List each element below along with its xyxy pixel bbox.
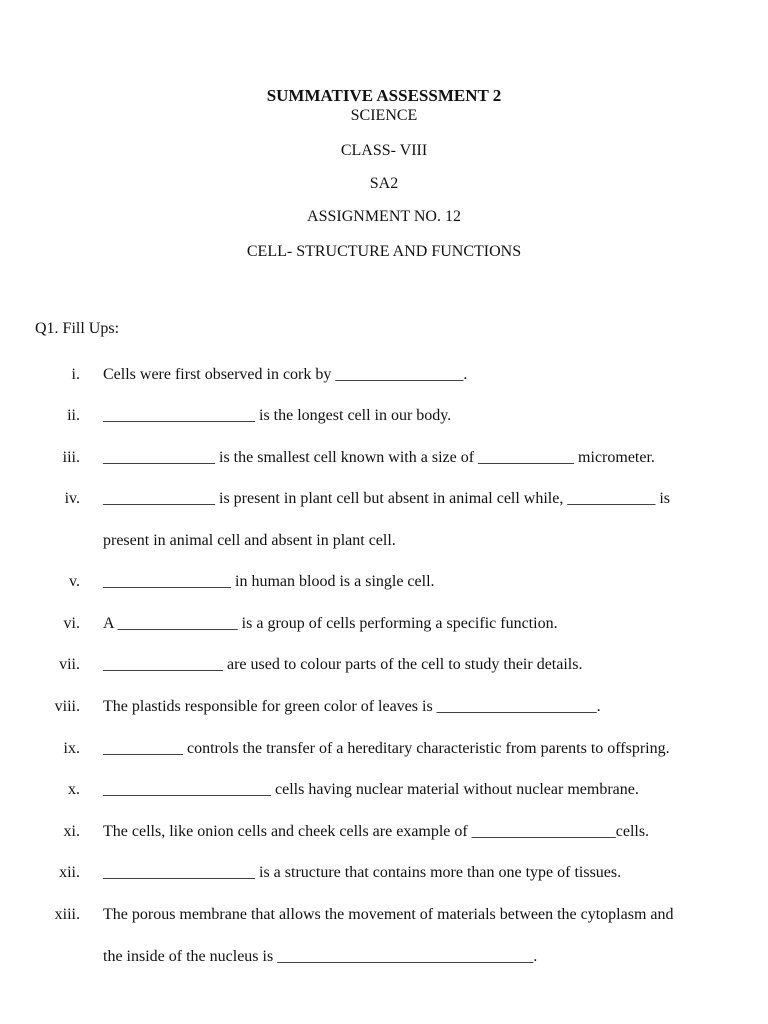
section-heading: Q1. Fill Ups:	[35, 320, 120, 337]
question-number: x.	[68, 781, 80, 798]
question-number: v.	[69, 573, 80, 590]
question-text: _____________________ cells having nuclear material without nuclear membrane.	[103, 781, 639, 798]
question-text: ______________ is the smallest cell known with a size of ____________ micrometer.	[103, 449, 655, 466]
question-text: ______________ is present in plant cell but absent in animal cell while, ___________ is	[103, 490, 671, 507]
question-text: ___________________ is a structure that contains more than one type of tissues.	[103, 864, 622, 881]
question-text: ___________________ is the longest cell in our body.	[103, 407, 452, 424]
question-number: xi.	[63, 823, 80, 840]
question-text: A _______________ is a group of cells performing a specific function.	[103, 615, 558, 632]
question-text: The porous membrane that allows the movement of materials between the cytoplasm and	[103, 906, 674, 923]
question-number: viii.	[54, 698, 80, 715]
question-text: _______________ are used to colour parts of the cell to study their details.	[103, 656, 583, 673]
question-number: i.	[71, 366, 80, 383]
question-text: The plastids responsible for green color of leaves is ____________________.	[103, 698, 601, 715]
question-text: ________________ in human blood is a single cell.	[103, 573, 435, 590]
subject-line: SCIENCE	[350, 107, 418, 124]
topic-line: CELL- STRUCTURE AND FUNCTIONS	[246, 243, 522, 260]
term-line: SA2	[369, 175, 399, 192]
question-text: present in animal cell and absent in plant cell.	[103, 532, 396, 549]
class-line: CLASS- VIII	[340, 142, 428, 159]
question-text: the inside of the nucleus is ________________________________.	[103, 948, 538, 965]
question-number: vii.	[59, 656, 80, 673]
document-title: SUMMATIVE ASSESSMENT 2	[266, 86, 502, 105]
question-text: The cells, like onion cells and cheek cells are example of __________________cells.	[103, 823, 650, 840]
question-text: Cells were first observed in cork by ________________.	[103, 366, 468, 383]
assignment-line: ASSIGNMENT NO. 12	[307, 208, 461, 225]
question-text: __________ controls the transfer of a hereditary characteristic from parents to offspring.	[103, 740, 670, 757]
question-number: iv.	[64, 490, 80, 507]
question-number: xiii.	[54, 906, 80, 923]
question-number: xii.	[59, 864, 80, 881]
question-number: iii.	[62, 449, 80, 466]
question-number: vi.	[63, 615, 80, 632]
question-number: ii.	[67, 407, 80, 424]
question-number: ix.	[63, 740, 80, 757]
